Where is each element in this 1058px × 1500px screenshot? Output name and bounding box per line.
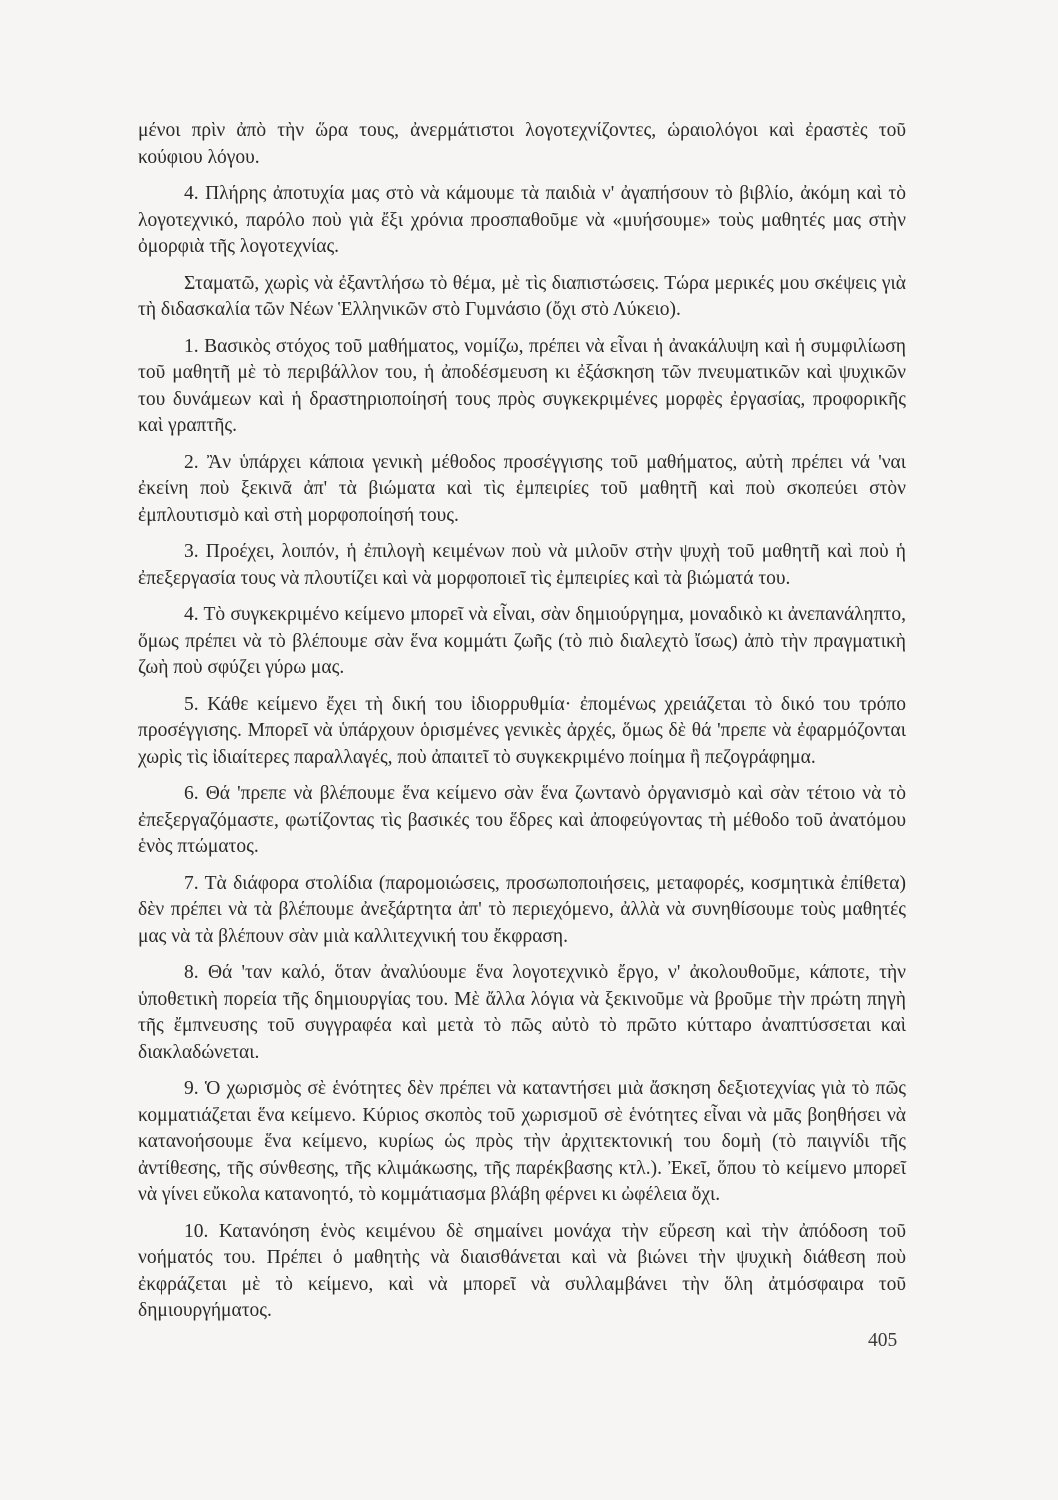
paragraph-point-6: 6. Θά 'πρεπε νὰ βλέπουμε ἕνα κείμενο σὰν ἕνα ζωντανὸ ὀργανισμὸ καὶ σὰν τέτοιο νὰ τὸ ἐπεξεργαζόμαστε, φωτίζοντας τὶς βασικές του ἕδρες καὶ ἀποφεύγοντας τὴ μέθοδο τοῦ ἀνατόμου ἑνὸς πτώματος. bbox=[138, 783, 906, 857]
paragraph-point-4-diagnosis: 4. Πλήρης ἀποτυχία μας στὸ νὰ κάμουμε τὰ παιδιὰ ν' ἀγαπήσουν τὸ βιβλίο, ἀκόμη καὶ τὸ λογοτεχνικό, παρόλο ποὺ γιὰ ἔξι χρόνια προσπαθοῦμε νὰ «μυήσουμε» τοὺς μαθητές μας στὴν ὀμορφιὰ τῆς λογοτεχνίας. bbox=[138, 183, 906, 257]
paragraph-point-8: 8. Θά 'ταν καλό, ὅταν ἀναλύουμε ἕνα λογοτεχνικὸ ἔργο, ν' ἀκολουθοῦμε, κάποτε, τὴν ὑποθετικὴ πορεία τῆς δημιουργίας του. Μὲ ἄλλα λόγια νὰ ξεκινοῦμε νὰ βροῦμε τὴν πρώτη πηγὴ τῆς ἔμπνευσης τοῦ συγγραφέα καὶ μετὰ τὸ πῶς αὐτὸ τὸ πρῶτο κύτταρο ἀναπτύσσεται καὶ διακλαδώνεται. bbox=[138, 962, 906, 1063]
paragraph-point-4: 4. Τὸ συγκεκριμένο κείμενο μπορεῖ νὰ εἶναι, σὰν δημιούργημα, μοναδικὸ κι ἀνεπανάληπτο, ὅμως πρέπει νὰ τὸ βλέπουμε σὰν ἕνα κομμάτι ζωῆς (τὸ πιὸ διαλεχτὸ ἴσως) ἀπὸ τὴν πραγματικὴ ζωὴ ποὺ σφύζει γύρω μας. bbox=[138, 604, 906, 678]
paragraph-continuation: μένοι πρὶν ἀπὸ τὴν ὥρα τους, ἀνερμάτιστοι λογοτεχνίζοντες, ὡραιολόγοι καὶ ἐραστὲς τοῦ κούφιου λόγου. bbox=[138, 120, 906, 168]
paragraph-point-2: 2. Ἂν ὑπάρχει κάποια γενικὴ μέθοδος προσέγγισης τοῦ μαθήματος, αὐτὴ πρέπει νά 'ναι ἐκείνη ποὺ ξεκινᾶ ἀπ' τὰ βιώματα καὶ τὶς ἐμπειρίες τοῦ μαθητῆ καὶ ποὺ σκοπεύει στὸν ἐμπλουτισμὸ καὶ στὴ μορφοποίησή τους. bbox=[138, 451, 906, 526]
paragraph-point-10: 10. Κατανόηση ἑνὸς κειμένου δὲ σημαίνει μονάχα τὴν εὕρεση καὶ τὴν ἀπόδοση τοῦ νοήματός του. Πρέπει ὁ μαθητὴς νὰ διαισθάνεται καὶ νὰ βιώνει τὴν ψυχικὴ διάθεση ποὺ ἐκφράζεται μὲ τὸ κείμενο, καὶ νὰ μπορεῖ νὰ συλλαμβάνει τὴν ὅλη ἀτμόσφαιρα τοῦ δημιουργήματος. bbox=[138, 1220, 906, 1321]
page-number: 405 bbox=[868, 1330, 898, 1351]
paragraph-point-1: 1. Βασικὸς στόχος τοῦ μαθήματος, νομίζω, πρέπει νὰ εἶναι ἡ ἀνακάλυψη καὶ ἡ συμφιλίωση τοῦ μαθητῆ μὲ τὸ περιβάλλον του, ἡ ἀποδέσμευση κι ἐξάσκηση τῶν πνευματικῶν καὶ ψυχικῶν του δυνάμεων καὶ ἡ δραστηριοποίησή τους πρὸς συγκεκριμένες μορφὲς ἐργασίας, προφορικῆς καὶ γραπτῆς. bbox=[138, 335, 906, 436]
page-body bbox=[138, 118, 906, 1418]
paragraph-point-7: 7. Τὰ διάφορα στολίδια (παρομοιώσεις, προσωποποιήσεις, μεταφορές, κοσμητικὰ ἐπίθετα) δὲν πρέπει νὰ τὰ βλέπουμε ἀνεξάρτητα ἀπ' τὸ περιεχόμενο, ἀλλὰ νὰ συνηθίσουμε τοὺς μαθητές μας νὰ τὰ βλέπουν σὰν μιὰ καλλιτεχνική του ἔκφραση. bbox=[138, 872, 906, 947]
paragraph-transition: Σταματῶ, χωρὶς νὰ ἐξαντλήσω τὸ θέμα, μὲ τὶς διαπιστώσεις. Τώρα μερικές μου σκέψεις γιὰ τὴ διδασκαλία τῶν Νέων Ἑλληνικῶν στὸ Γυμνάσιο (ὄχι στὸ Λύκειο). bbox=[138, 272, 906, 320]
paragraph-point-9: 9. Ὁ χωρισμὸς σὲ ἑνότητες δὲν πρέπει νὰ καταντήσει μιὰ ἄσκηση δεξιοτεχνίας γιὰ τὸ πῶς κομματιάζεται ἕνα κείμενο. Κύριος σκοπὸς τοῦ χωρισμοῦ σὲ ἑνότητες εἶναι νὰ μᾶς βοηθήσει νὰ κατανοήσουμε ἕνα κείμενο, κυρίως ὡς πρὸς τὴν ἀρχιτεκτονική του δομὴ (τὸ παιγνίδι τῆς ἀντίθεσης, τῆς σύνθεσης, τῆς κλιμάκωσης, τῆς παρέκβασης κτλ.). Ἐκεῖ, ὅπου τὸ κείμενο μπορεῖ νὰ γίνει εὔκολα κατανοητό, τὸ κομμάτιασμα βλάβη φέρνει κι ὠφέλεια ὄχι. bbox=[138, 1078, 906, 1205]
paragraph-point-3: 3. Προέχει, λοιπόν, ἡ ἐπιλογὴ κειμένων ποὺ νὰ μιλοῦν στὴν ψυχὴ τοῦ μαθητῆ καὶ ποὺ ἡ ἐπεξεργασία τους νὰ πλουτίζει καὶ νὰ μορφοποιεῖ τὶς ἐμπειρίες καὶ τὰ βιώματά του. bbox=[138, 541, 906, 589]
paragraph-point-5: 5. Κάθε κείμενο ἔχει τὴ δική του ἰδιορρυθμία· ἐπομένως χρειάζεται τὸ δικό του τρόπο προσέγγισης. Μπορεῖ νὰ ὑπάρχουν ὁρισμένες γενικὲς ἀρχές, ὅμως δὲ θά 'πρεπε νὰ ἐφαρμόζονται χωρὶς τὶς ἰδιαίτερες παραλλαγές, ποὺ ἀπαιτεῖ τὸ συγκεκριμένο ποίημα ἢ πεζογράφημα. bbox=[138, 693, 906, 768]
